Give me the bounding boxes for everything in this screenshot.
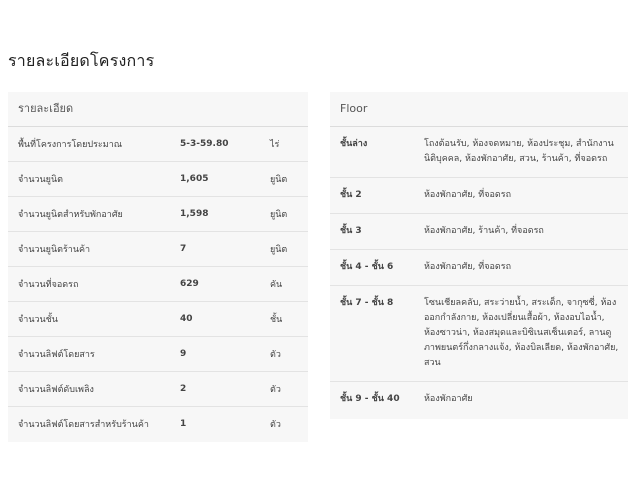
floor-name: ชั้น 7 - ชั้น 8 — [330, 286, 423, 382]
detail-unit: ยูนิต — [269, 197, 308, 232]
table-row — [330, 286, 628, 382]
table-row — [8, 337, 308, 372]
detail-label: จำนวนยูนิตร้านค้า — [8, 232, 179, 267]
detail-unit: ไร่ — [269, 127, 308, 162]
table-row — [8, 267, 308, 302]
floor-table — [330, 127, 628, 417]
detail-value: 1 — [180, 419, 187, 429]
detail-unit: ยูนิต — [269, 232, 308, 267]
detail-value: 40 — [179, 302, 269, 337]
details-table — [8, 127, 308, 441]
detail-unit: คัน — [269, 267, 308, 302]
table-row — [8, 197, 308, 232]
detail-label: จำนวนชั้น — [8, 302, 179, 337]
detail-label: พื้นที่โครงการโดยประมาณ — [8, 127, 179, 162]
detail-label: จำนวนยูนิตสำหรับพักอาศัย — [8, 197, 179, 232]
detail-value: 629 — [179, 267, 269, 302]
floor-description: โซนเชียลคลับ, สระว่ายน้ำ, สระเด็ก, จากุซซี่, ห้องออกกำลังกาย, ห้องเปลี่ยนเสื้อผ้า, ห้องอบไอน้ำ, ห้องซาวน่า, ห้องสมุดและบิซิเนสเซ็นเตอร์, ลานดูภาพยนตร์กึ่งกลางแจ้ง, ห้องบิลเลียด, ห้องพักอาศัย, สวน — [423, 286, 628, 382]
table-row — [330, 127, 628, 178]
detail-value: 2 — [179, 372, 269, 407]
detail-unit: ชั้น — [269, 302, 308, 337]
detail-label: จำนวนยูนิต — [8, 162, 179, 197]
details-panel — [8, 92, 308, 442]
table-row — [8, 372, 308, 407]
floor-panel-header: Floor — [330, 92, 628, 127]
detail-unit: ยูนิต — [269, 162, 308, 197]
detail-value: 1,605 — [179, 162, 269, 197]
floor-name: ชั้น 9 - ชั้น 40 — [340, 394, 400, 404]
detail-value: 9 — [179, 337, 269, 372]
page-title: รายละเอียดโครงการ — [8, 51, 155, 70]
table-row — [330, 214, 628, 250]
detail-value: 7 — [179, 232, 269, 267]
detail-unit: ตัว — [269, 372, 308, 407]
floor-name: ชั้น 4 - ชั้น 6 — [330, 250, 423, 286]
detail-value: 5-3-59.80 — [179, 127, 269, 162]
floor-panel — [330, 92, 628, 419]
table-row — [330, 178, 628, 214]
detail-unit: ตัว — [269, 337, 308, 372]
table-row — [8, 302, 308, 337]
table-row — [330, 382, 628, 418]
table-row — [8, 127, 308, 162]
table-row — [330, 250, 628, 286]
detail-label: จำนวนลิฟต์โดยสาร — [8, 337, 179, 372]
detail-label: จำนวนที่จอดรถ — [8, 267, 179, 302]
details-panel-header: รายละเอียด — [8, 92, 308, 127]
floor-description: ห้องพักอาศัย — [424, 394, 473, 404]
floor-name: ชั้น 2 — [330, 178, 423, 214]
floor-description: ห้องพักอาศัย, ที่จอดรถ — [423, 178, 628, 214]
floor-name: ชั้น 3 — [330, 214, 423, 250]
floor-description: โถงต้อนรับ, ห้องจดหมาย, ห้องประชุม, สำนักงานนิติบุคคล, ห้องพักอาศัย, สวน, ร้านค้า, ที่จอดรถ — [423, 127, 628, 178]
detail-label: จำนวนลิฟต์ดับเพลิง — [8, 372, 179, 407]
table-row — [8, 232, 308, 267]
floor-description: ห้องพักอาศัย, ร้านค้า, ที่จอดรถ — [423, 214, 628, 250]
floor-description: ห้องพักอาศัย, ที่จอดรถ — [423, 250, 628, 286]
floor-name: ชั้นล่าง — [330, 127, 423, 178]
table-row — [8, 407, 308, 442]
table-row — [8, 162, 308, 197]
detail-value: 1,598 — [179, 197, 269, 232]
detail-label: จำนวนลิฟต์โดยสารสำหรับร้านค้า — [18, 420, 149, 430]
detail-unit: ตัว — [270, 420, 281, 430]
